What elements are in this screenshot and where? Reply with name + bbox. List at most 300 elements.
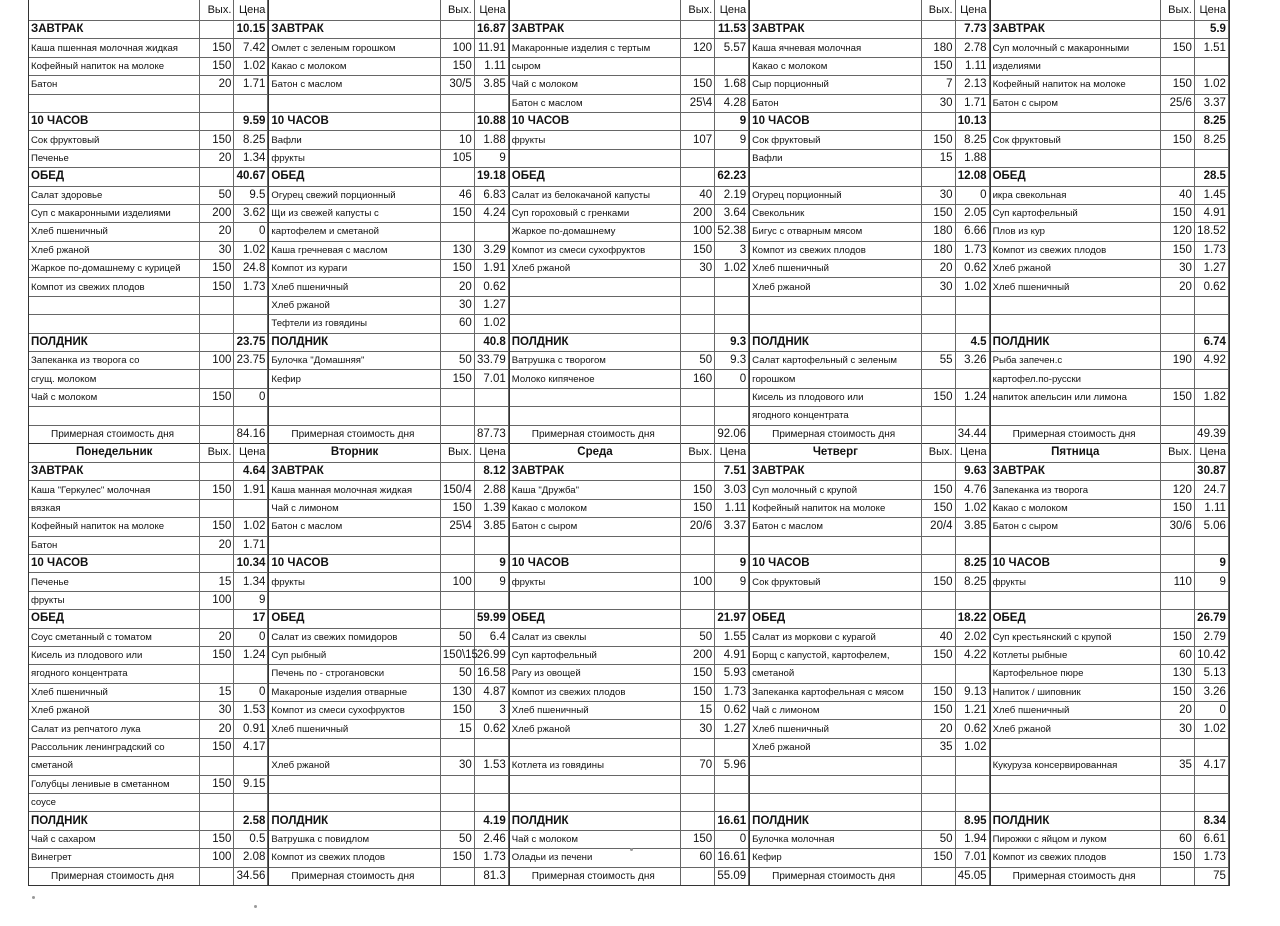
dish-name: Вафли bbox=[750, 149, 921, 167]
day-menu-table bbox=[29, 442, 268, 886]
dish-price: 1.73 bbox=[234, 278, 268, 296]
dish-price: 8.25 bbox=[234, 131, 268, 149]
meal-name: ЗАВТРАК bbox=[991, 21, 1161, 39]
dish-price: 16.61 bbox=[715, 849, 749, 867]
dish-name: Чай с лимоном bbox=[269, 499, 440, 517]
dish-yield bbox=[921, 867, 955, 885]
dish-price: 0.62 bbox=[474, 720, 508, 738]
day-column bbox=[749, 442, 989, 886]
dish-price: 1.21 bbox=[955, 702, 989, 720]
yield-header: Вых. bbox=[440, 0, 474, 21]
dish-price: 1.02 bbox=[955, 738, 989, 756]
dish-yield bbox=[681, 536, 715, 554]
dish-price: 1.02 bbox=[1194, 76, 1228, 94]
week-2-menu bbox=[28, 442, 1230, 886]
meal-name: ЗАВТРАК bbox=[510, 463, 681, 481]
meal-name: ПОЛДНИК bbox=[991, 333, 1161, 351]
dish-yield bbox=[921, 21, 955, 39]
dish-price bbox=[715, 57, 749, 75]
meal-name: ПОЛДНИК bbox=[29, 812, 200, 830]
dish-yield bbox=[681, 315, 715, 333]
dish-name: Каша гречневая с маслом bbox=[269, 241, 440, 259]
meal-section-row bbox=[991, 812, 1229, 830]
dish-price: 7.01 bbox=[474, 370, 508, 388]
dish-name: Каша пшенная молочная жидкая bbox=[29, 39, 200, 57]
dish-yield: 130 bbox=[440, 241, 474, 259]
dish-price bbox=[715, 536, 749, 554]
dish-yield: 150 bbox=[921, 499, 955, 517]
dish-name: Печенье bbox=[29, 573, 200, 591]
dish-yield: 15 bbox=[681, 702, 715, 720]
dish-price: 2.79 bbox=[1194, 628, 1228, 646]
price-header: Цена bbox=[955, 0, 989, 21]
meal-price: 9 bbox=[474, 554, 508, 572]
dish-yield bbox=[1160, 775, 1194, 793]
dish-name: Чай с молоком bbox=[29, 388, 200, 406]
dish-yield: 50 bbox=[440, 830, 474, 848]
dish-name bbox=[269, 388, 440, 406]
dish-yield: 150 bbox=[921, 849, 955, 867]
dish-yield bbox=[921, 112, 955, 130]
day-total-label: Примерная стоимость дня bbox=[510, 425, 681, 443]
scan-speck bbox=[630, 848, 633, 851]
dish-yield: 15 bbox=[200, 683, 234, 701]
menu-item-row bbox=[991, 94, 1229, 112]
dish-name bbox=[510, 775, 681, 793]
menu-item-row bbox=[991, 646, 1229, 664]
day-menu-table bbox=[991, 442, 1229, 886]
menu-item-row bbox=[269, 646, 508, 664]
dish-yield: 20/6 bbox=[681, 518, 715, 536]
menu-item-row bbox=[991, 720, 1229, 738]
dish-name: Батон bbox=[750, 94, 921, 112]
meal-name: ЗАВТРАК bbox=[991, 463, 1161, 481]
meal-price: 16.87 bbox=[474, 21, 508, 39]
dish-yield: 150 bbox=[440, 204, 474, 222]
dish-price bbox=[474, 794, 508, 812]
dish-yield bbox=[440, 591, 474, 609]
dish-name: сметаной bbox=[29, 757, 200, 775]
dish-name: Хлеб ржаной bbox=[269, 296, 440, 314]
menu-item-row bbox=[991, 757, 1229, 775]
dish-yield bbox=[921, 425, 955, 443]
dish-yield: 35 bbox=[921, 738, 955, 756]
dish-yield: 150 bbox=[200, 278, 234, 296]
dish-name: Пирожки с яйцом и луком bbox=[991, 830, 1161, 848]
dish-price: 1.27 bbox=[1194, 260, 1228, 278]
dish-yield bbox=[921, 757, 955, 775]
dish-price bbox=[715, 388, 749, 406]
dish-price: 0 bbox=[234, 683, 268, 701]
dish-price: 8.25 bbox=[955, 573, 989, 591]
dish-price bbox=[1194, 407, 1228, 425]
day-total-label: Примерная стоимость дня bbox=[510, 867, 681, 885]
dish-price bbox=[474, 536, 508, 554]
dish-yield: 100 bbox=[681, 573, 715, 591]
dish-name: Кукуруза консервированная bbox=[991, 757, 1161, 775]
dish-price bbox=[1194, 775, 1228, 793]
dish-price: 1.71 bbox=[234, 76, 268, 94]
dish-name: Сок фруктовый bbox=[750, 131, 921, 149]
dish-name bbox=[750, 757, 921, 775]
menu-item-row bbox=[29, 738, 268, 756]
dish-name bbox=[510, 738, 681, 756]
dish-name: Суп крестьянский с крупой bbox=[991, 628, 1161, 646]
menu-item-row bbox=[750, 370, 989, 388]
day-total-price: 75 bbox=[1194, 867, 1228, 885]
meal-name: ЗАВТРАК bbox=[750, 21, 921, 39]
dish-yield: 30/5 bbox=[440, 76, 474, 94]
dish-price bbox=[1194, 370, 1228, 388]
menu-item-row bbox=[269, 278, 508, 296]
dish-price: 1.02 bbox=[715, 260, 749, 278]
dish-name: Компот из кураги bbox=[269, 260, 440, 278]
menu-item-row bbox=[510, 186, 749, 204]
dish-yield: 50 bbox=[921, 830, 955, 848]
meal-section-row bbox=[750, 21, 989, 39]
day-total-price: 55.09 bbox=[715, 867, 749, 885]
menu-item-row bbox=[750, 481, 989, 499]
dish-name: Суп рыбный bbox=[269, 646, 440, 664]
dish-yield bbox=[681, 738, 715, 756]
day-total-label: Примерная стоимость дня bbox=[750, 425, 921, 443]
meal-section-row bbox=[991, 554, 1229, 572]
dish-price: 11.91 bbox=[474, 39, 508, 57]
dish-name: Каша "Дружба" bbox=[510, 481, 681, 499]
dish-yield bbox=[440, 112, 474, 130]
dish-price: 3.64 bbox=[715, 204, 749, 222]
dish-yield: 25\4 bbox=[681, 94, 715, 112]
dish-name: картофелем и сметаной bbox=[269, 223, 440, 241]
dish-price: 1.73 bbox=[715, 683, 749, 701]
dish-price: 5.93 bbox=[715, 665, 749, 683]
day-name: Пятница bbox=[991, 442, 1161, 463]
dish-name: Огурец порционный bbox=[750, 186, 921, 204]
menu-item-row bbox=[269, 57, 508, 75]
dish-yield: 100 bbox=[200, 849, 234, 867]
dish-price: 0 bbox=[234, 388, 268, 406]
dish-name bbox=[991, 775, 1161, 793]
menu-item-row bbox=[991, 573, 1229, 591]
dish-name: Жаркое по-домашнему с курицей bbox=[29, 260, 200, 278]
dish-name: Салат из репчатого лука bbox=[29, 720, 200, 738]
dish-name: Хлеб пшеничный bbox=[991, 278, 1161, 296]
dish-yield bbox=[1160, 425, 1194, 443]
dish-name: Кефир bbox=[269, 370, 440, 388]
dish-name bbox=[750, 315, 921, 333]
dish-price: 5.57 bbox=[715, 39, 749, 57]
dish-yield: 150 bbox=[921, 388, 955, 406]
menu-item-row bbox=[750, 573, 989, 591]
dish-name: Хлеб пшеничный bbox=[750, 260, 921, 278]
dish-name: сметаной bbox=[750, 665, 921, 683]
dish-yield: 30 bbox=[921, 278, 955, 296]
dish-name: Тефтели из говядины bbox=[269, 315, 440, 333]
dish-price: 1.71 bbox=[955, 94, 989, 112]
dish-name: Компот из свежих плодов bbox=[750, 241, 921, 259]
menu-item-row bbox=[269, 204, 508, 222]
dish-name: Голубцы ленивые в сметанном bbox=[29, 775, 200, 793]
dish-yield: 160 bbox=[681, 370, 715, 388]
dish-price: 1.53 bbox=[234, 702, 268, 720]
dish-price: 6.4 bbox=[474, 628, 508, 646]
dish-yield bbox=[1160, 738, 1194, 756]
menu-item-row bbox=[510, 591, 749, 609]
dish-yield: 130 bbox=[1160, 665, 1194, 683]
dish-price bbox=[1194, 149, 1228, 167]
dish-yield: 150 bbox=[440, 57, 474, 75]
menu-item-row bbox=[750, 536, 989, 554]
dish-name: фрукты bbox=[991, 573, 1161, 591]
day-name: Четверг bbox=[750, 442, 921, 463]
menu-item-row bbox=[510, 388, 749, 406]
meal-section-row bbox=[991, 168, 1229, 186]
dish-yield bbox=[681, 296, 715, 314]
menu-item-row bbox=[29, 573, 268, 591]
dish-name: Батон с сыром bbox=[991, 518, 1161, 536]
menu-item-row bbox=[750, 738, 989, 756]
meal-name: ПОЛДНИК bbox=[29, 333, 200, 351]
dish-name: Борщ с капустой, картофелем, bbox=[750, 646, 921, 664]
day-column bbox=[509, 0, 749, 444]
menu-item-row bbox=[991, 536, 1229, 554]
dish-name: Хлеб ржаной bbox=[510, 260, 681, 278]
dish-yield bbox=[1160, 112, 1194, 130]
menu-item-row bbox=[510, 352, 749, 370]
dish-yield: 150 bbox=[200, 39, 234, 57]
day-menu-table bbox=[750, 0, 989, 444]
dish-name: ягодного концентрата bbox=[29, 665, 200, 683]
menu-item-row bbox=[750, 720, 989, 738]
menu-item-row bbox=[750, 39, 989, 57]
meal-section-row bbox=[510, 463, 749, 481]
menu-item-row bbox=[750, 57, 989, 75]
dish-name bbox=[269, 536, 440, 554]
menu-item-row bbox=[510, 370, 749, 388]
dish-yield: 20 bbox=[200, 76, 234, 94]
dish-price: 8.25 bbox=[955, 131, 989, 149]
dish-price: 1.27 bbox=[715, 720, 749, 738]
dish-yield bbox=[921, 794, 955, 812]
day-header-row bbox=[510, 0, 749, 21]
dish-price: 1.73 bbox=[1194, 849, 1228, 867]
dish-name: Сок фруктовый bbox=[29, 131, 200, 149]
dish-name bbox=[750, 536, 921, 554]
dish-yield bbox=[921, 554, 955, 572]
dish-price bbox=[234, 665, 268, 683]
dish-yield bbox=[921, 407, 955, 425]
menu-item-row bbox=[269, 830, 508, 848]
menu-item-row bbox=[991, 499, 1229, 517]
day-total-row bbox=[750, 425, 989, 443]
dish-name: Батон bbox=[29, 76, 200, 94]
menu-item-row bbox=[510, 315, 749, 333]
menu-item-row bbox=[991, 223, 1229, 241]
dish-price: 1.39 bbox=[474, 499, 508, 517]
menu-item-row bbox=[510, 481, 749, 499]
meal-name: 10 ЧАСОВ bbox=[750, 112, 921, 130]
day-total-row bbox=[269, 425, 508, 443]
meal-price: 2.58 bbox=[234, 812, 268, 830]
dish-name: Ватрушка с повидлом bbox=[269, 830, 440, 848]
day-total-row bbox=[269, 867, 508, 885]
dish-price: 23.75 bbox=[234, 352, 268, 370]
dish-yield: 50 bbox=[440, 665, 474, 683]
dish-name: фрукты bbox=[29, 591, 200, 609]
dish-yield: 70 bbox=[681, 757, 715, 775]
meal-price: 28.5 bbox=[1194, 168, 1228, 186]
dish-price: 0.62 bbox=[955, 260, 989, 278]
menu-item-row bbox=[269, 573, 508, 591]
dish-price: 0.62 bbox=[474, 278, 508, 296]
meal-section-row bbox=[269, 812, 508, 830]
dish-yield: 30 bbox=[921, 186, 955, 204]
meal-section-row bbox=[29, 463, 268, 481]
dish-price bbox=[955, 757, 989, 775]
dish-yield bbox=[681, 554, 715, 572]
dish-name: Ватрушка с творогом bbox=[510, 352, 681, 370]
dish-yield bbox=[1160, 463, 1194, 481]
dish-name: Хлеб пшеничный bbox=[750, 720, 921, 738]
day-total-label: Примерная стоимость дня bbox=[29, 425, 200, 443]
dish-yield: 30 bbox=[440, 757, 474, 775]
dish-yield: 30 bbox=[921, 94, 955, 112]
dish-price bbox=[1194, 57, 1228, 75]
menu-item-row bbox=[991, 241, 1229, 259]
dish-yield: 150 bbox=[681, 499, 715, 517]
dish-yield: 150 bbox=[200, 388, 234, 406]
dish-price: 1.02 bbox=[234, 241, 268, 259]
menu-item-row bbox=[510, 131, 749, 149]
dish-price bbox=[955, 775, 989, 793]
menu-item-row bbox=[269, 499, 508, 517]
dish-name: Компот из свежих плодов bbox=[510, 683, 681, 701]
yield-header: Вых. bbox=[200, 442, 234, 463]
dish-yield bbox=[921, 168, 955, 186]
meal-section-row bbox=[510, 112, 749, 130]
menu-item-row bbox=[510, 407, 749, 425]
dish-name: Кофейный напиток на молоке bbox=[29, 518, 200, 536]
menu-item-row bbox=[510, 149, 749, 167]
dish-yield: 20 bbox=[921, 260, 955, 278]
day-column bbox=[268, 0, 508, 444]
dish-yield: 150 bbox=[440, 499, 474, 517]
menu-item-row bbox=[750, 665, 989, 683]
dish-name: ягодного концентрата bbox=[750, 407, 921, 425]
dish-yield: 150 bbox=[921, 573, 955, 591]
dish-yield: 180 bbox=[921, 223, 955, 241]
meal-price: 8.25 bbox=[955, 554, 989, 572]
meal-section-row bbox=[510, 610, 749, 628]
dish-yield bbox=[200, 112, 234, 130]
menu-item-row bbox=[269, 223, 508, 241]
menu-item-row bbox=[510, 39, 749, 57]
dish-yield: 30 bbox=[440, 296, 474, 314]
dish-price: 1.73 bbox=[1194, 241, 1228, 259]
dish-yield: 60 bbox=[1160, 830, 1194, 848]
dish-price: 3.37 bbox=[715, 518, 749, 536]
day-column bbox=[509, 442, 749, 886]
dish-name: Рассольник ленинградский со bbox=[29, 738, 200, 756]
dish-yield bbox=[440, 168, 474, 186]
menu-item-row bbox=[750, 149, 989, 167]
meal-section-row bbox=[750, 333, 989, 351]
menu-item-row bbox=[269, 665, 508, 683]
price-header: Цена bbox=[715, 0, 749, 21]
dish-name: Котлеты рыбные bbox=[991, 646, 1161, 664]
dish-yield: 25/6 bbox=[1160, 94, 1194, 112]
day-total-price: 81.3 bbox=[474, 867, 508, 885]
menu-item-row bbox=[510, 757, 749, 775]
day-total-label: Примерная стоимость дня bbox=[750, 867, 921, 885]
dish-price bbox=[474, 388, 508, 406]
day-column bbox=[749, 0, 989, 444]
dish-name: Суп картофельный bbox=[991, 204, 1161, 222]
dish-yield bbox=[440, 554, 474, 572]
day-menu-table bbox=[510, 0, 749, 444]
dish-yield: 150\15 bbox=[440, 646, 474, 664]
dish-price: 6.61 bbox=[1194, 830, 1228, 848]
dish-name: Хлеб пшеничный bbox=[269, 720, 440, 738]
dish-yield: 30 bbox=[681, 260, 715, 278]
day-header-row bbox=[991, 0, 1229, 21]
dish-price: 24.7 bbox=[1194, 481, 1228, 499]
menu-item-row bbox=[510, 683, 749, 701]
dish-yield: 20 bbox=[200, 149, 234, 167]
dish-name: Запеканка картофельная с мясом bbox=[750, 683, 921, 701]
dish-price bbox=[1194, 315, 1228, 333]
dish-name: Салат из белокачаной капусты bbox=[510, 186, 681, 204]
menu-item-row bbox=[510, 204, 749, 222]
dish-name bbox=[510, 296, 681, 314]
day-name bbox=[29, 0, 200, 21]
dish-name: Чай с молоком bbox=[510, 76, 681, 94]
dish-name bbox=[991, 794, 1161, 812]
dish-yield: 107 bbox=[681, 131, 715, 149]
dish-name bbox=[750, 794, 921, 812]
dish-price: 9 bbox=[474, 573, 508, 591]
dish-name bbox=[510, 794, 681, 812]
dish-price: 5.13 bbox=[1194, 665, 1228, 683]
dish-price bbox=[234, 499, 268, 517]
dish-price: 1.53 bbox=[474, 757, 508, 775]
meal-price: 23.75 bbox=[234, 333, 268, 351]
dish-yield: 100 bbox=[681, 223, 715, 241]
dish-yield bbox=[200, 867, 234, 885]
dish-yield: 20 bbox=[200, 720, 234, 738]
menu-item-row bbox=[510, 628, 749, 646]
day-name bbox=[510, 0, 681, 21]
dish-price bbox=[234, 296, 268, 314]
dish-yield: 20 bbox=[200, 223, 234, 241]
dish-price: 8.25 bbox=[1194, 131, 1228, 149]
menu-item-row bbox=[510, 499, 749, 517]
menu-item-row bbox=[510, 223, 749, 241]
dish-price: 3.85 bbox=[474, 518, 508, 536]
menu-item-row bbox=[29, 407, 268, 425]
dish-name: Суп с макаронными изделиями bbox=[29, 204, 200, 222]
dish-name: Каша "Геркулес" молочная bbox=[29, 481, 200, 499]
dish-name: Компот из свежих плодов bbox=[269, 849, 440, 867]
dish-price: 1.02 bbox=[234, 57, 268, 75]
dish-name bbox=[269, 407, 440, 425]
dish-yield: 150 bbox=[200, 57, 234, 75]
dish-yield: 100 bbox=[200, 352, 234, 370]
menu-item-row bbox=[991, 278, 1229, 296]
dish-yield: 150 bbox=[1160, 241, 1194, 259]
day-total-label: Примерная стоимость дня bbox=[29, 867, 200, 885]
dish-name: Макароные изделия отварные bbox=[269, 683, 440, 701]
